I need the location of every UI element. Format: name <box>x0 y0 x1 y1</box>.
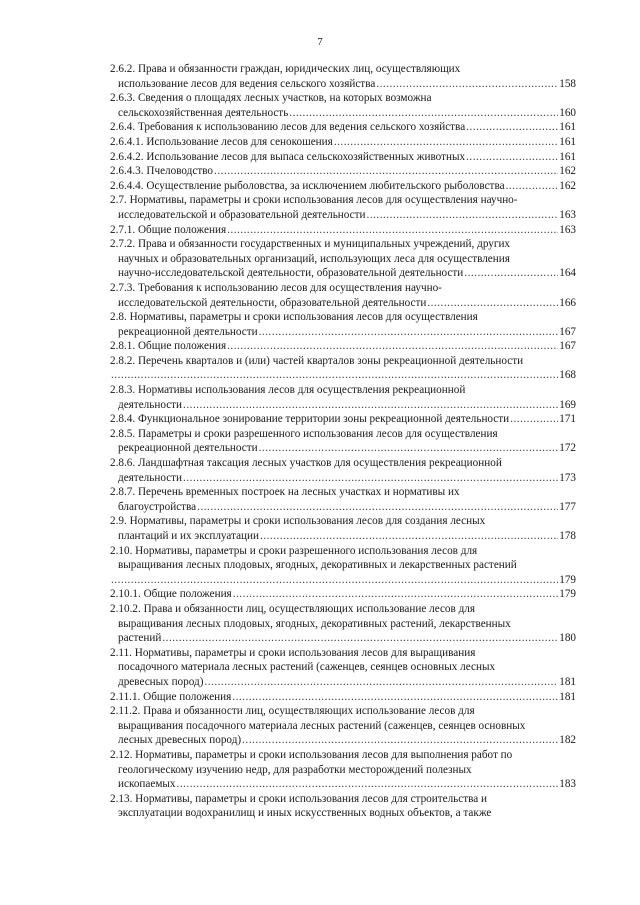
toc-entry-text: деятельности <box>118 398 183 411</box>
toc-entry[interactable] <box>110 193 576 222</box>
toc-entry-text: 2.8.3. Нормативы использования лесов для осуществления рекреационной <box>110 384 466 397</box>
toc-entry-text: 2.6.4.2. Использование лесов для выпаса сельскохозяйственных животных <box>110 150 466 163</box>
toc-entry[interactable] <box>110 135 576 150</box>
toc-entry[interactable] <box>110 91 576 120</box>
toc-entry-text: 2.10. Нормативы, параметры и сроки разрешенного использования лесов для <box>110 544 478 557</box>
toc-entry[interactable] <box>110 792 576 821</box>
toc-entry-text: 2.11.1. Общие положения <box>110 690 232 703</box>
dot-leader <box>464 266 558 281</box>
toc-entry-text: 2.8.7. Перечень временных построек на лесных участках и нормативы их <box>110 486 460 499</box>
toc-entry-text: научно-исследовательской деятельности, образовательной деятельности <box>118 267 464 280</box>
toc-entry-text: 2.8.2. Перечень кварталов и (или) частей кварталов зоны рекреационной деятельности <box>110 354 524 367</box>
toc-entry-text: 2.8.6. Ландшафтная таксация лесных участков для осуществления рекреационной <box>110 457 502 470</box>
toc-entry[interactable] <box>110 646 576 690</box>
toc-entry-text: 2.8.1. Общие положения <box>110 340 227 353</box>
toc-entry-text: рекреационной деятельности <box>118 442 258 455</box>
toc-entry-text: 2.6.4.3. Пчеловодство <box>110 165 214 178</box>
toc-entry-text: 2.8. Нормативы, параметры и сроки использования лесов для осуществления <box>110 311 478 324</box>
toc-entry[interactable] <box>110 544 576 588</box>
dot-leader <box>260 529 558 544</box>
toc-entry[interactable] <box>110 237 576 281</box>
toc-entry-text: 2.8.5. Параметры и сроки разрешенного использования лесов для осуществления <box>110 427 498 440</box>
toc-page-number: 179 <box>559 573 576 586</box>
dot-leader <box>214 164 558 179</box>
toc-entry-text: лесных древесных пород) <box>118 734 242 747</box>
dot-leader <box>466 120 558 135</box>
page-number: 7 <box>317 36 323 48</box>
toc-page-number: 169 <box>559 398 576 411</box>
toc-entry-text: рекреационной деятельности <box>118 325 258 338</box>
toc-entry-text: выращивания лесных плодовых, ягодных, декоративных растений, лекарственных <box>118 617 511 630</box>
toc-entry-text: геологическому изучению недр, для разработки месторождений полезных <box>118 763 472 776</box>
toc-entry-text: 2.13. Нормативы, параметры и сроки использования лесов для строительства и <box>110 792 488 805</box>
toc-page-number: 162 <box>559 165 576 178</box>
toc-page-number: 167 <box>559 340 576 353</box>
table-of-contents <box>110 62 576 821</box>
toc-entry[interactable] <box>110 150 576 165</box>
dot-leader <box>242 733 558 748</box>
dot-leader <box>177 777 559 792</box>
toc-entry-text: деятельности <box>118 471 183 484</box>
toc-entry-text: 2.6.4. Требования к использованию лесов для ведения сельского хозяйства <box>110 121 466 134</box>
toc-entry-text: благоустройства <box>118 500 197 513</box>
toc-page-number: 162 <box>559 179 576 192</box>
toc-page-number: 177 <box>559 500 576 513</box>
dot-leader <box>259 441 559 456</box>
toc-entry-text: 2.11.2. Права и обязанности лиц, осуществляющих использование лесов для <box>110 705 475 718</box>
toc-page-number: 178 <box>559 530 576 542</box>
toc-entry-text: 2.10.1. Общие положения <box>110 588 232 601</box>
toc-entry-text: 2.8.4. Функциональное зонирование территории зоны рекреационной деятельности <box>110 413 510 426</box>
toc-page-number: 163 <box>559 208 576 221</box>
toc-entry-text: выращивания лесных плодовых, ягодных, декоративных и лекарственных растений <box>118 559 517 572</box>
toc-page-number: 179 <box>559 588 576 601</box>
toc-entry-text: исследовательской деятельности, образовательной деятельности <box>118 296 427 309</box>
dot-leader <box>162 631 558 646</box>
toc-page-number: 181 <box>559 675 576 688</box>
toc-entry[interactable] <box>110 339 576 354</box>
dot-leader <box>232 690 558 705</box>
toc-page-number: 183 <box>559 778 576 791</box>
dot-leader <box>427 296 558 311</box>
toc-page-number: 173 <box>559 471 576 484</box>
toc-page-number: 181 <box>559 690 576 703</box>
toc-entry-text: использование лесов для ведения сельского хозяйства <box>118 77 376 90</box>
toc-entry-text: эксплуатации водохранилищ и иных искусственных водных объектов, а также <box>118 807 492 820</box>
dot-leader <box>510 412 558 427</box>
toc-entry-text: посадочного материала лесных растений (саженцев, сеянцев основных лесных <box>118 661 496 674</box>
toc-entry-text: выращивания посадочного материала лесных растений (саженцев, сеянцев основных <box>118 719 526 732</box>
dot-leader <box>376 77 558 92</box>
toc-entry-text: 2.6.4.1. Использование лесов для сенокошения <box>110 135 333 148</box>
dot-leader <box>183 398 558 413</box>
toc-entry-text: 2.7.1. Общие положения <box>110 223 227 236</box>
toc-page-number: 161 <box>559 150 576 163</box>
toc-page-number: 161 <box>559 121 576 134</box>
toc-entry-text: плантаций и их эксплуатации <box>118 530 260 542</box>
toc-entry[interactable] <box>110 354 576 383</box>
dot-leader <box>227 339 558 354</box>
toc-page-number: 167 <box>559 325 576 338</box>
toc-entry-text: исследовательской и образовательной деятельности <box>118 208 366 221</box>
toc-entry-text: растений <box>118 632 162 645</box>
dot-leader <box>111 573 558 588</box>
dot-leader <box>204 675 558 690</box>
toc-entry[interactable] <box>110 485 576 514</box>
toc-entry[interactable] <box>110 62 576 91</box>
toc-entry-text: 2.7.2. Права и обязанности государственных и муниципальных учреждений, других <box>110 238 511 251</box>
dot-leader <box>183 471 558 486</box>
toc-entry[interactable] <box>110 383 576 412</box>
toc-page-number: 160 <box>559 106 576 119</box>
toc-page-number: 161 <box>559 135 576 148</box>
toc-entry[interactable] <box>110 587 576 602</box>
toc-entry[interactable] <box>110 704 576 748</box>
dot-leader <box>506 179 559 194</box>
toc-entry[interactable] <box>110 690 576 705</box>
toc-entry-text: 2.6.4.4. Осуществление рыболовства, за исключением любительского рыболовства <box>110 179 505 192</box>
toc-entry[interactable] <box>110 427 576 456</box>
dot-leader <box>367 208 559 223</box>
toc-page-number: 158 <box>559 77 576 90</box>
toc-entry-text: 2.7.3. Требования к использованию лесов для осуществления научно- <box>110 281 442 294</box>
toc-entry-text: 2.12. Нормативы, параметры и сроки использования лесов для выполнения работ по <box>110 748 513 761</box>
toc-entry-text: древесных пород) <box>118 675 204 688</box>
dot-leader <box>111 368 558 383</box>
toc-entry[interactable] <box>110 412 576 427</box>
dot-leader <box>197 500 558 515</box>
toc-entry-text: 2.6.3. Сведения о площадях лесных участков, на которых возможна <box>110 92 432 105</box>
dot-leader <box>289 106 558 121</box>
toc-entry[interactable] <box>110 179 576 194</box>
dot-leader <box>227 223 558 238</box>
toc-entry[interactable] <box>110 748 576 792</box>
toc-entry[interactable] <box>110 281 576 310</box>
toc-page-number: 172 <box>559 442 576 455</box>
toc-entry[interactable] <box>110 164 576 179</box>
toc-entry-text: сельскохозяйственная деятельность <box>118 106 289 119</box>
toc-page-number: 180 <box>559 632 576 645</box>
toc-entry[interactable] <box>110 514 576 543</box>
toc-entry-text: научных и образовательных организаций, использующих леса для осуществления <box>118 252 510 265</box>
toc-entry-text: 2.7. Нормативы, параметры и сроки использования лесов для осуществления научно- <box>110 194 518 207</box>
toc-page-number: 164 <box>559 267 576 280</box>
toc-page-number: 182 <box>559 734 576 747</box>
toc-page-number: 163 <box>559 223 576 236</box>
toc-entry-text: 2.9. Нормативы, параметры и сроки использования лесов для создания лесных <box>110 515 486 528</box>
toc-entry[interactable] <box>110 120 576 135</box>
dot-leader <box>334 135 558 150</box>
toc-entry-text: 2.11. Нормативы, параметры и сроки использования лесов для выращивания <box>110 646 476 659</box>
toc-entry[interactable] <box>110 223 576 238</box>
toc-entry-text: 2.6.2. Права и обязанности граждан, юридических лиц, осуществляющих <box>110 63 461 75</box>
dot-leader <box>466 150 558 165</box>
dot-leader <box>233 587 559 602</box>
toc-entry[interactable] <box>110 310 576 339</box>
toc-page-number: 166 <box>559 296 576 309</box>
toc-page-number: 168 <box>559 369 576 382</box>
dot-leader <box>259 325 559 340</box>
toc-entry-text: 2.10.2. Права и обязанности лиц, осуществляющих использование лесов для <box>110 602 476 615</box>
toc-entry[interactable] <box>110 456 576 485</box>
toc-entry-text: ископаемых <box>118 778 176 791</box>
toc-entry[interactable] <box>110 602 576 646</box>
toc-page-number: 171 <box>559 413 576 426</box>
